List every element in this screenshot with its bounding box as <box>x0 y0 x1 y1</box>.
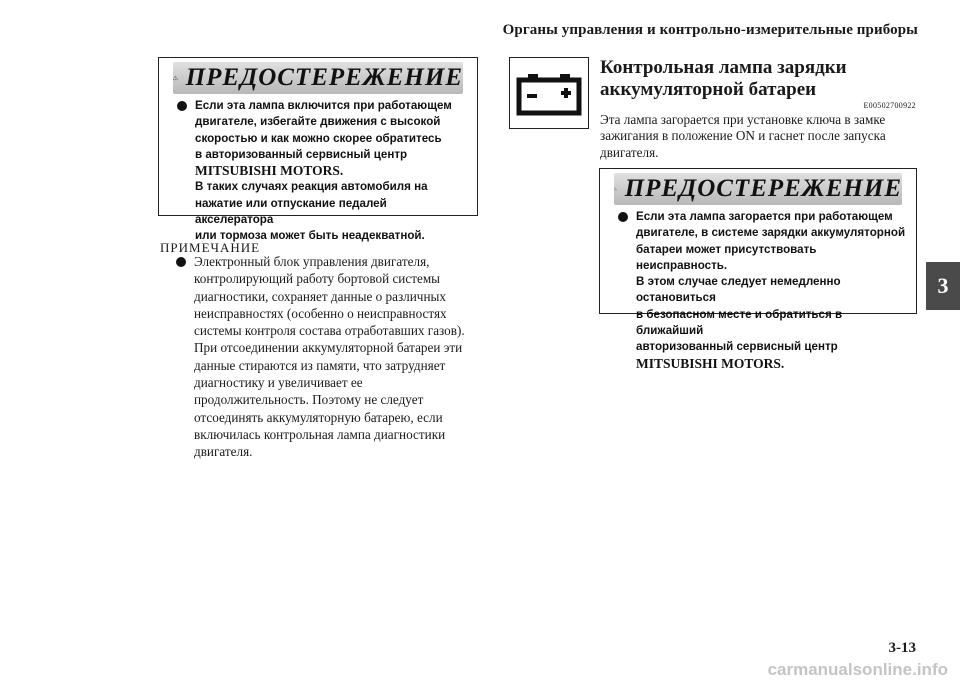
warning-header <box>173 62 463 94</box>
warning-text <box>195 98 467 245</box>
warning-line: в безопасном месте и обратиться в ближайший <box>636 307 906 340</box>
warning-line: авторизованный сервисный центр <box>636 339 906 355</box>
warning-triangle-icon <box>173 67 178 89</box>
note-line: неисправностях (особенно о неисправностях <box>194 305 465 322</box>
section-body-line: двигателя. <box>600 145 910 161</box>
warning-body <box>600 209 916 372</box>
warning-line: В таких случаях реакция автомобиля на <box>195 179 467 195</box>
warning-header <box>614 173 902 205</box>
warning-body <box>159 98 477 245</box>
note-line: системы контроля состава отработавших газов). <box>194 322 465 339</box>
note-label: ПРИМЕЧАНИЕ <box>160 240 260 256</box>
section-title-line: аккумуляторной батареи <box>600 79 847 101</box>
warning-line: MITSUBISHI MOTORS. <box>195 163 467 179</box>
warning-line: двигателе, избегайте движения с высокой <box>195 114 467 130</box>
note-line: данные стираются из памяти, что затрудняет <box>194 357 465 374</box>
section-body-line: зажигания в положение ON и гаснет после запуска <box>600 128 910 144</box>
note-item <box>176 253 476 461</box>
bullet-icon <box>177 101 187 111</box>
battery-icon-box <box>509 57 589 129</box>
note-line: диагностики, сохраняет данные о различных <box>194 288 465 305</box>
note-line: отсоединять аккумуляторную батарею, если <box>194 409 465 426</box>
warning-title: ПРЕДОСТЕРЕЖЕНИЕ <box>625 175 902 203</box>
watermark: carmanualsonline.info <box>768 660 948 680</box>
warning-box-left <box>158 57 478 216</box>
warning-line: двигателе, в системе зарядки аккумуляторной <box>636 225 906 241</box>
warning-line: Если эта лампа включится при работающем <box>195 98 467 114</box>
note-line: включилась контрольная лампа диагностики <box>194 426 465 443</box>
note-line: продолжительность. Поэтому не следует <box>194 391 465 408</box>
warning-box-right <box>599 168 917 314</box>
note-line: Электронный блок управления двигателя, <box>194 253 465 270</box>
warning-line: Если эта лампа загорается при работающем <box>636 209 906 225</box>
note-line: диагностику и увеличивает ее <box>194 374 465 391</box>
warning-line: скоростью и как можно скорее обратитесь <box>195 131 467 147</box>
note-text <box>194 253 465 461</box>
chapter-tab: 3 <box>926 262 960 310</box>
warning-line: нажатие или отпускание педалей акселератора <box>195 196 467 229</box>
note-line: контролирующий работу бортовой системы <box>194 270 465 287</box>
battery-charge-icon <box>510 58 588 128</box>
note-line: При отсоединении аккумуляторной батареи эти <box>194 339 465 356</box>
bullet-icon <box>618 212 628 222</box>
section-code: E00502700922 <box>864 101 917 110</box>
bullet-icon <box>176 257 186 267</box>
warning-line: В этом случае следует немедленно остановиться <box>636 274 906 307</box>
warning-line: батареи может присутствовать неисправность. <box>636 242 906 275</box>
page-header-title: Органы управления и контрольно-измерительные приборы <box>503 22 918 39</box>
warning-line: MITSUBISHI MOTORS. <box>636 356 906 372</box>
section-title-line: Контрольная лампа зарядки <box>600 57 847 79</box>
note-line: двигателя. <box>194 443 465 460</box>
warning-text <box>636 209 906 372</box>
warning-line: в авторизованный сервисный центр <box>195 147 467 163</box>
page-number: 3-13 <box>889 640 917 657</box>
warning-line: или тормоза может быть неадекватной. <box>195 228 467 244</box>
section-body-line: Эта лампа загорается при установке ключа в замке <box>600 112 910 128</box>
warning-title: ПРЕДОСТЕРЕЖЕНИЕ <box>186 64 463 92</box>
section-body <box>600 112 910 161</box>
section-title <box>600 57 847 101</box>
warning-triangle-icon <box>614 178 617 200</box>
